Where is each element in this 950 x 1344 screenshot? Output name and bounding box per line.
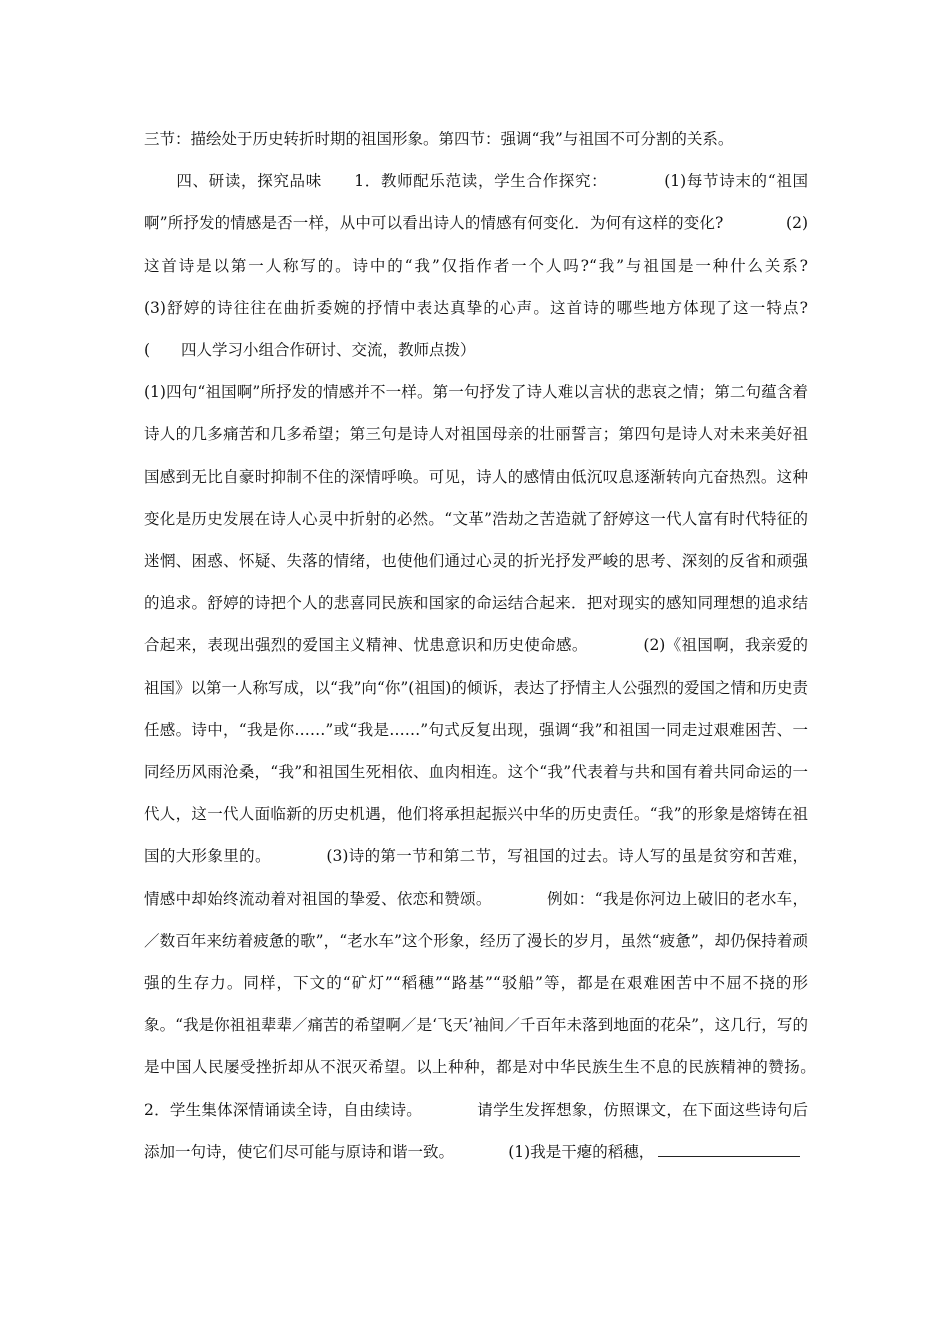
paragraph-research-questions: 四、研读，探究品味 1．教师配乐范读，学生合作探究： (1)每节诗末的“祖国啊”所抒发的情感是否一样，从中可以看出诗人的情感有何变化．为何有这样的变化? (2)这首诗是以第一人称写的。诗中的“我”仅指作者一个人吗?“我”与祖国是一种什么关系? (3)舒婷的诗往往在曲折委婉的抒情中表达真挚的心声。这首诗的哪些地方体现了这一特点? ( 四人学习小组合作研讨、交流，教师点拨） [144,172,871,360]
paragraph-answers [144,371,871,1173]
answers-text: (1)四句“祖国啊”所抒发的情感并不一样。第一句抒发了诗人难以言状的悲哀之情；第二句蕴含着诗人的几多痛苦和几多希望；第三句是诗人对祖国母亲的壮丽誓言；第四句是诗人对未来美好祖国感到无比自豪时抑制不住的深情呼唤。可见，诗人的感情由低沉叹息逐渐转向亢奋热烈。这种变化是历史发展在诗人心灵中折射的必然。“文革”浩劫之苦造就了舒婷这一代人富有时代特征的迷惘、困惑、怀疑、失落的情绪，也使他们通过心灵的折光抒发严峻的思考、深刻的反省和顽强的追求。舒婷的诗把个人的悲喜同民族和国家的命运结合起来．把对现实的感知同理想的追求结合起来，表现出强烈的爱国主义精神、忧患意识和历史使命感。 (2)《祖国啊，我亲爱的祖国》以第一人称写成，以“我”向“你”(祖国)的倾诉，表达了抒情主人公强烈的爱国之情和历史责任感。诗中，“我是你……”或“我是……”句式反复出现，强调“我”和祖国一同走过艰难困苦、一同经历风雨沧桑，“我”和祖国生死相依、血肉相连。这个“我”代表着与共和国有着共同命运的一代人，这一代人面临新的历史机遇，他们将承担起振兴中华的历史责任。“我”的形象是熔铸在祖国的大形象里的。 (3)诗的第一节和第二节，写祖国的过去。诗人写的虽是贫穷和苦难，情感中却始终流动着对祖国的挚爱、依恋和赞颂。 例如：“我是你河边上破旧的老水车，／数百年来纺着疲惫的歌”，“老水车”这个形象，经历了漫长的岁月，虽然“疲惫”，却仍保持着顽强的生存力。同样，下文的“矿灯”“稻穗”“路基”“驳船”等，都是在艰难困苦中不屈不挠的形象。“我是你祖祖辈辈／痛苦的希望啊／是‘飞天’袖间／千百年未落到地面的花朵”，这几行，写的是中国人民屡受挫折却从不泯灭希望。以上种种，都是对中华民族生生不息的民族精神的赞扬。 2．学生集体深情诵读全诗，自由续诗。 请学生发挥想象，仿照课文，在下面这些诗句后添加一句诗，使它们尽可能与原诗和谐一致。 (1)我是干瘪的稻穗， [144,383,871,1161]
paragraph-section-summary: 三节：描绘处于历史转折时期的祖国形象。第四节：强调“我”与祖国不可分割的关系。 [144,130,734,148]
document-body [144,118,871,1173]
fill-in-blank-line [658,1140,800,1157]
